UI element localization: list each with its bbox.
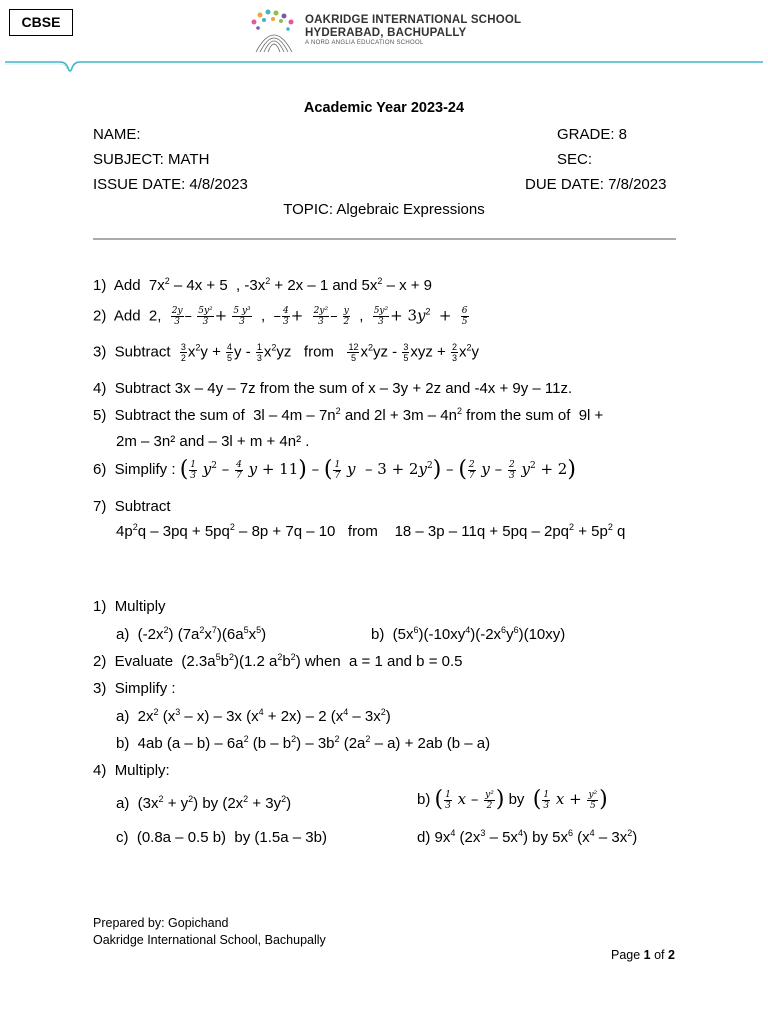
name-label: NAME:: [93, 126, 141, 143]
question-4: 4) Subtract 3x – 4y – 7z from the sum of x – 3y + 2z and -4x + 9y – 11z.: [93, 380, 573, 397]
prepared-by: Prepared by: Gopichand: [93, 916, 229, 930]
section2-question-4b: b) ( $\frac{1}{3}$ x – $\frac{\text{y²}}{2}$ ) by ( $\frac{1}{3}$ x + $\frac{\text{y²}}{5}$ ): [417, 787, 608, 812]
topic: TOPIC: Algebraic Expressions: [283, 201, 485, 218]
question-2: 2) Add 2, $\frac{2y}{3}$ – $\frac{\text{5y²}}{3}$ + $\frac{\text{5 y³}}{3}$ , – $\frac{4}{3}$ + $\frac{\text{2y²}}{3}$ – $\frac{y}{2}$ , $\frac{\text{5y²}}{3}$ + $3y^2$ + $\frac{6}{5}$: [93, 306, 468, 327]
section2-question-1b: b) $(5x^6)(-10xy^4)(-2x^6y^6)(10xy)$: [371, 625, 566, 643]
divider-line: [93, 238, 676, 240]
school-name: OAKRIDGE INTERNATIONAL SCHOOL: [305, 14, 522, 26]
question-3: 3) Subtract $\frac{3}{2}$ $x^2y$ + $\frac{4}{5}$ y - $\frac{1}{3}$ $x^2yz$ from $\frac{12}{5}$ $x^2yz$ - $\frac{3}{5}$ xyz + $\frac{2}{3}$ $x^2y$: [93, 342, 479, 363]
question-1: 1) Add $7x^2 - 4x + 5$ , $-3x^2 + 2x - 1$ and $5x^2 - x + 9$: [93, 276, 433, 294]
issue-date: ISSUE DATE: 4/8/2023: [93, 176, 248, 193]
page-title: Academic Year 2023-24: [303, 100, 465, 116]
school-tagline: A NORD ANGLIA EDUCATION SCHOOL: [305, 40, 424, 46]
board-label: CBSE: [9, 9, 73, 36]
section2-question-1a: a) $(-2x^2)$ $(7a^2x^7)(6a^5x^5)$: [116, 625, 267, 643]
page-number: Page 1 of 2: [611, 948, 675, 962]
footer-school: Oakridge International School, Bachupally: [93, 933, 326, 947]
question-7-expression: $4p^2q - 3pq + 5pq^2 - 8p + 7q - 10$ from $18 - 3p - 11q + 5pq - 2pq^2 + 5p^2$ q: [116, 522, 626, 540]
section-label: SEC:: [557, 151, 593, 168]
question-7: 7) Subtract: [93, 498, 171, 515]
section2-question-4a: a) $(3x^2 + y^2)$ by $(2x^2 + 3y^2)$: [116, 794, 292, 812]
section2-question-3b: b) 4ab $(a - b) - 6a^2$ $(b - b^2) - 3b^2$ $(2a^2 - a) + 2ab$ (b – a): [116, 734, 491, 752]
section2-question-4d: d) $9x^4$ $(2x^3 - 5x^4)$ by $5x^6$ $(x^4 - 3x^2)$: [417, 828, 638, 846]
section2-question-4: 4) Multiply:: [93, 762, 170, 779]
subject-label: SUBJECT: MATH: [93, 151, 210, 168]
section2-question-1: 1) Multiply: [93, 598, 166, 615]
section2-question-3: 3) Simplify :: [93, 680, 176, 697]
due-date: DUE DATE: 7/8/2023: [525, 176, 667, 193]
question-5: 5) Subtract the sum of $3l - 4m - 7n^2$ and $2l + 3m - 4n^2$ from the sum of 9l +: [93, 406, 604, 424]
header-divider: [0, 52, 768, 82]
question-5-line-2: 2m – 3n² and – 3l + m + 4n² .: [116, 433, 310, 450]
section2-question-3a: a) $2x^2$ $(x^3 - x) - 3x$ $(x^4 + 2x) - 2$ $(x^4 - 3x^2)$: [116, 707, 391, 725]
section2-question-2: 2) Evaluate $(2.3a^5b^2)(1.2$ $a^2b^2$) when a = 1 and b = 0.5: [93, 652, 463, 670]
section2-question-4c: c) (0.8a – 0.5 b) by (1.5a – 3b): [116, 829, 327, 846]
grade-label: GRADE: 8: [557, 126, 628, 143]
school-logo-icon: [246, 8, 302, 56]
question-6: 6) Simplify : ( $\frac{1}{3}$ $y^2$ – $\frac{4}{7}$ y + 11) – ( $\frac{1}{7}$ $y - 3 + 2y^2$) – ( $\frac{2}{7}$ y – $\frac{2}{3}$ $y^2 + 2$): [93, 457, 576, 482]
school-location: HYDERABAD, BACHUPALLY: [305, 27, 467, 39]
